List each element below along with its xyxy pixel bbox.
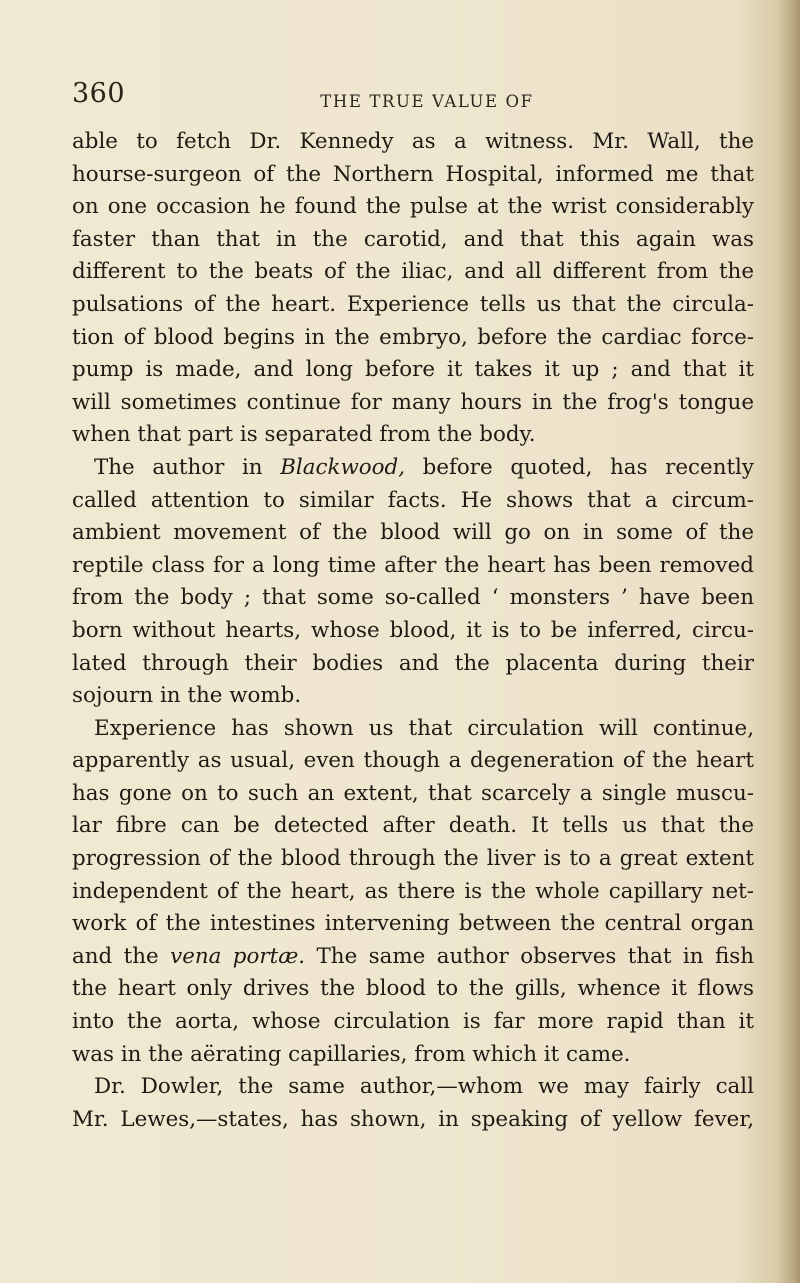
text-line: faster than that in the carotid, and that this again was: [72, 226, 754, 252]
text-line: [72, 941, 754, 974]
text-line: work of the intestines intervening between the central organ: [72, 911, 754, 937]
text-segment: The author in: [94, 454, 281, 480]
text-line: tion of blood begins in the embryo, before the cardiac force-: [72, 324, 754, 350]
text-line: ambient movement of the blood will go on in some of the: [72, 520, 754, 546]
text-line: Experience has shown us that circulation will continue,: [94, 715, 754, 741]
text-segment: before quoted, has recently: [405, 454, 754, 480]
text-line: the heart only drives the blood to the gills, whence it flows: [72, 976, 754, 1002]
italic-term: vena portæ.: [170, 943, 306, 969]
text-line: hourse-surgeon of the Northern Hospital, informed me that: [72, 161, 754, 187]
text-line: pump is made, and long before it takes it up ; and that it: [72, 357, 754, 383]
text-line: apparently as usual, even though a degeneration of the heart: [72, 748, 754, 774]
running-title: THE TRUE VALUE OF: [320, 92, 534, 111]
text-line: Dr. Dowler, the same author,—whom we may fairly call: [94, 1074, 754, 1100]
page-edge-shadow: [778, 0, 800, 1283]
text-line: on one occasion he found the pulse at the wrist considerably: [72, 194, 754, 220]
text-line: called attention to similar facts. He shows that a circum-: [72, 487, 754, 513]
text-line: was in the aërating capillaries, from which it came.: [72, 1041, 631, 1067]
page-number: 360: [72, 78, 126, 109]
page-header: [72, 78, 752, 112]
text-line: sojourn in the womb.: [72, 683, 302, 709]
text-segment: and the: [72, 943, 171, 969]
text-segment: The same author observes that in fish: [305, 943, 754, 969]
text-line: pulsations of the heart. Experience tells us that the circula-: [72, 291, 754, 317]
text-line: will sometimes continue for many hours in the frog's tongue: [72, 389, 754, 415]
text-line: lar fibre can be detected after death. It tells us that the: [72, 813, 754, 839]
text-line: different to the beats of the iliac, and all different from the: [72, 259, 754, 285]
text-line: [72, 452, 754, 485]
text-line: able to fetch Dr. Kennedy as a witness. Mr. Wall, the: [72, 129, 754, 154]
text-line: Mr. Lewes,—states, has shown, in speaking of yellow fever,: [72, 1106, 754, 1132]
text-line: has gone on to such an extent, that scarcely a single muscu-: [72, 780, 754, 806]
text-line: reptile class for a long time after the heart has been removed: [72, 552, 754, 578]
italic-title: Blackwood,: [280, 454, 406, 480]
body-text: [72, 126, 754, 1136]
text-line: from the body ; that some so-called ‘ monsters ’ have been: [72, 585, 754, 611]
text-line: when that part is separated from the body.: [72, 422, 536, 448]
text-line: into the aorta, whose circulation is far more rapid than it: [72, 1009, 754, 1035]
text-line: independent of the heart, as there is the whole capillary net-: [72, 878, 754, 904]
text-line: born without hearts, whose blood, it is to be inferred, circu-: [72, 617, 754, 643]
text-line: lated through their bodies and the placenta during their: [72, 650, 754, 676]
text-line: progression of the blood through the liver is to a great extent: [72, 846, 754, 872]
